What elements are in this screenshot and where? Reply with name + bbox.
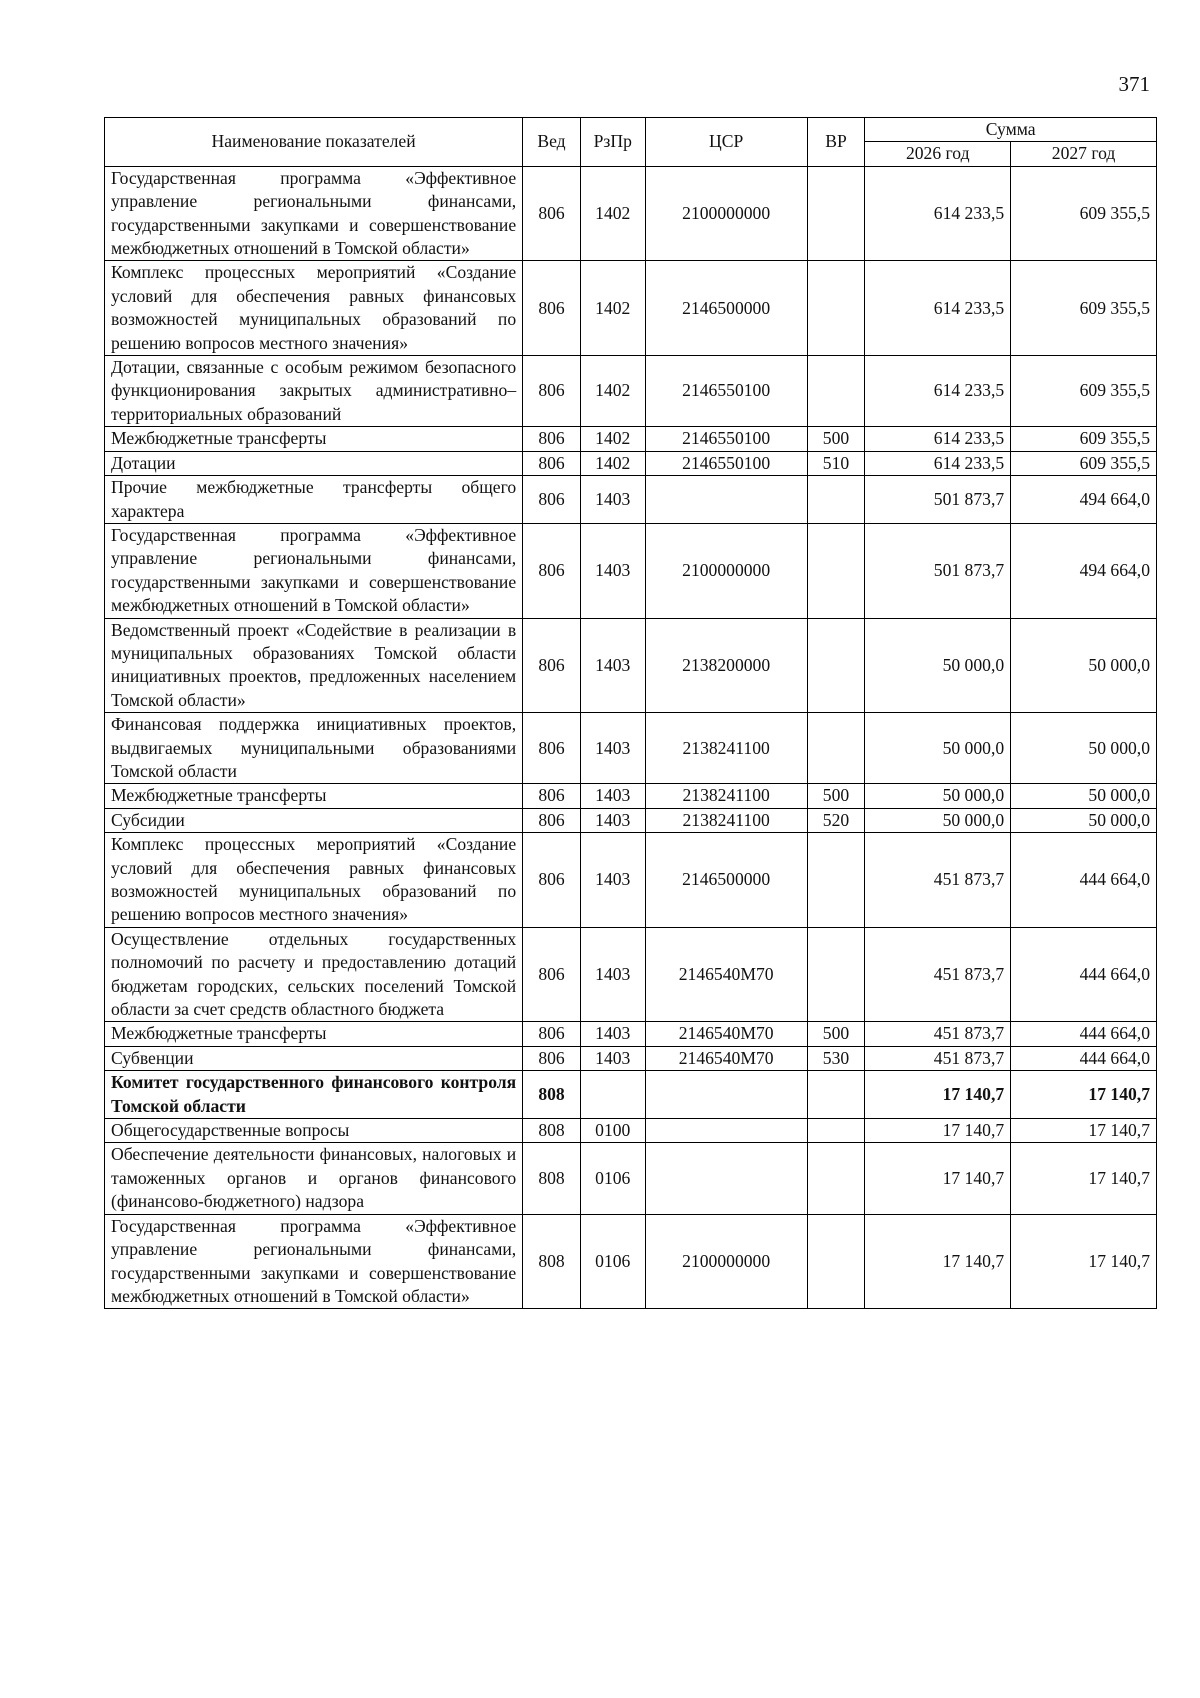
table-row	[105, 1071, 1157, 1119]
cell-name: Комплекс процессных мероприятий «Создание условий для обеспечения равных финансовых возможностей муниципальных образований по решению вопросов местного значения»	[105, 261, 523, 356]
cell-vr: 530	[807, 1046, 865, 1070]
table-row	[105, 261, 1157, 356]
table-header	[105, 118, 1157, 167]
cell-sum-2026: 501 873,7	[865, 523, 1011, 618]
cell-name: Дотации	[105, 451, 523, 475]
cell-name: Дотации, связанные с особым режимом безопасного функционирования закрытых административно–территориальных образований	[105, 356, 523, 427]
cell-sum-2026: 614 233,5	[865, 427, 1011, 451]
cell-vr	[807, 166, 865, 261]
cell-ved: 808	[523, 1214, 581, 1309]
cell-vr	[807, 1119, 865, 1143]
cell-csr: 2100000000	[645, 1214, 807, 1309]
table-row	[105, 1022, 1157, 1046]
cell-sum-2027: 444 664,0	[1011, 833, 1157, 928]
cell-rzpr: 1402	[580, 356, 645, 427]
header-vr: ВР	[807, 118, 865, 167]
cell-vr	[807, 618, 865, 713]
cell-vr	[807, 1071, 865, 1119]
cell-sum-2027: 444 664,0	[1011, 927, 1157, 1022]
cell-name: Государственная программа «Эффективное управление региональными финансами, государственными закупками и совершенствование межбюджетных отношений в Томской области»	[105, 1214, 523, 1309]
cell-sum-2026: 614 233,5	[865, 451, 1011, 475]
table-row	[105, 808, 1157, 832]
cell-rzpr: 1403	[580, 784, 645, 808]
table-row	[105, 833, 1157, 928]
cell-csr: 2138241100	[645, 713, 807, 784]
cell-name: Осуществление отдельных государственных полномочий по расчету и предоставлению дотаций бюджетам городских, сельских поселений Томской области за счет средств областного бюджета	[105, 927, 523, 1022]
cell-sum-2027: 609 355,5	[1011, 427, 1157, 451]
cell-sum-2026: 50 000,0	[865, 618, 1011, 713]
cell-ved: 806	[523, 833, 581, 928]
table-row	[105, 1143, 1157, 1214]
cell-name: Комитет государственного финансового контроля Томской области	[105, 1071, 523, 1119]
cell-rzpr: 1402	[580, 427, 645, 451]
cell-csr: 2100000000	[645, 166, 807, 261]
cell-csr: 2146550100	[645, 427, 807, 451]
cell-vr: 500	[807, 1022, 865, 1046]
cell-sum-2027: 609 355,5	[1011, 356, 1157, 427]
cell-sum-2026: 50 000,0	[865, 713, 1011, 784]
cell-name: Межбюджетные трансферты	[105, 1022, 523, 1046]
header-rzpr: РзПр	[580, 118, 645, 167]
cell-sum-2026: 614 233,5	[865, 261, 1011, 356]
cell-name: Субвенции	[105, 1046, 523, 1070]
cell-ved: 806	[523, 1046, 581, 1070]
cell-vr: 500	[807, 784, 865, 808]
cell-sum-2027: 494 664,0	[1011, 476, 1157, 524]
cell-sum-2027: 609 355,5	[1011, 166, 1157, 261]
cell-rzpr: 0106	[580, 1143, 645, 1214]
cell-sum-2026: 17 140,7	[865, 1143, 1011, 1214]
cell-sum-2027: 609 355,5	[1011, 261, 1157, 356]
cell-ved: 808	[523, 1143, 581, 1214]
cell-rzpr: 1403	[580, 1022, 645, 1046]
cell-csr	[645, 1143, 807, 1214]
cell-csr: 2146500000	[645, 833, 807, 928]
cell-ved: 806	[523, 451, 581, 475]
cell-rzpr: 1402	[580, 166, 645, 261]
cell-name: Межбюджетные трансферты	[105, 427, 523, 451]
cell-sum-2026: 614 233,5	[865, 166, 1011, 261]
cell-ved: 806	[523, 356, 581, 427]
table-body	[105, 166, 1157, 1309]
cell-sum-2027: 17 140,7	[1011, 1214, 1157, 1309]
table-row	[105, 1046, 1157, 1070]
cell-sum-2027: 17 140,7	[1011, 1143, 1157, 1214]
cell-vr	[807, 261, 865, 356]
header-year-2027: 2027 год	[1011, 142, 1157, 166]
cell-rzpr: 1403	[580, 618, 645, 713]
cell-sum-2027: 17 140,7	[1011, 1119, 1157, 1143]
cell-ved: 806	[523, 166, 581, 261]
cell-vr: 510	[807, 451, 865, 475]
cell-vr	[807, 523, 865, 618]
cell-vr	[807, 1214, 865, 1309]
header-year-2026: 2026 год	[865, 142, 1011, 166]
cell-name: Обеспечение деятельности финансовых, налоговых и таможенных органов и органов финансового (финансово-бюджетного) надзора	[105, 1143, 523, 1214]
cell-name: Прочие межбюджетные трансферты общего характера	[105, 476, 523, 524]
cell-rzpr: 1403	[580, 927, 645, 1022]
cell-ved: 808	[523, 1119, 581, 1143]
page-number: 371	[1118, 72, 1150, 96]
cell-sum-2026: 17 140,7	[865, 1119, 1011, 1143]
cell-csr: 2100000000	[645, 523, 807, 618]
cell-sum-2026: 17 140,7	[865, 1071, 1011, 1119]
cell-rzpr: 1403	[580, 833, 645, 928]
cell-rzpr: 1403	[580, 1046, 645, 1070]
cell-csr: 2146540М70	[645, 1022, 807, 1046]
cell-rzpr: 1403	[580, 808, 645, 832]
cell-vr	[807, 476, 865, 524]
table-row	[105, 356, 1157, 427]
budget-table	[104, 117, 1157, 1309]
cell-sum-2026: 614 233,5	[865, 356, 1011, 427]
cell-csr: 2146540М70	[645, 1046, 807, 1070]
table-row	[105, 1119, 1157, 1143]
cell-csr	[645, 1119, 807, 1143]
cell-sum-2027: 444 664,0	[1011, 1022, 1157, 1046]
cell-sum-2026: 501 873,7	[865, 476, 1011, 524]
cell-ved: 806	[523, 784, 581, 808]
cell-vr	[807, 833, 865, 928]
table-row	[105, 523, 1157, 618]
cell-sum-2026: 451 873,7	[865, 833, 1011, 928]
cell-rzpr: 1403	[580, 476, 645, 524]
cell-name: Общегосударственные вопросы	[105, 1119, 523, 1143]
cell-sum-2027: 50 000,0	[1011, 713, 1157, 784]
cell-sum-2027: 50 000,0	[1011, 808, 1157, 832]
cell-rzpr: 0100	[580, 1119, 645, 1143]
cell-sum-2027: 50 000,0	[1011, 618, 1157, 713]
table-row	[105, 618, 1157, 713]
table-row	[105, 427, 1157, 451]
cell-csr: 2146550100	[645, 451, 807, 475]
cell-ved: 806	[523, 476, 581, 524]
cell-name: Государственная программа «Эффективное управление региональными финансами, государственными закупками и совершенствование межбюджетных отношений в Томской области»	[105, 523, 523, 618]
cell-csr: 2138200000	[645, 618, 807, 713]
cell-ved: 806	[523, 1022, 581, 1046]
cell-ved: 806	[523, 261, 581, 356]
table-row	[105, 476, 1157, 524]
cell-csr: 2146500000	[645, 261, 807, 356]
cell-name: Государственная программа «Эффективное управление региональными финансами, государственными закупками и совершенствование межбюджетных отношений в Томской области»	[105, 166, 523, 261]
cell-ved: 806	[523, 927, 581, 1022]
cell-sum-2027: 17 140,7	[1011, 1071, 1157, 1119]
cell-ved: 806	[523, 523, 581, 618]
cell-sum-2026: 50 000,0	[865, 808, 1011, 832]
table-row	[105, 784, 1157, 808]
cell-sum-2027: 494 664,0	[1011, 523, 1157, 618]
cell-rzpr: 1403	[580, 523, 645, 618]
cell-rzpr: 1402	[580, 261, 645, 356]
cell-rzpr	[580, 1071, 645, 1119]
cell-sum-2026: 17 140,7	[865, 1214, 1011, 1309]
cell-sum-2027: 609 355,5	[1011, 451, 1157, 475]
header-sum: Сумма	[865, 118, 1157, 142]
cell-csr: 2138241100	[645, 784, 807, 808]
table-row	[105, 166, 1157, 261]
cell-vr: 500	[807, 427, 865, 451]
cell-sum-2027: 50 000,0	[1011, 784, 1157, 808]
cell-ved: 806	[523, 713, 581, 784]
cell-name: Комплекс процессных мероприятий «Создание условий для обеспечения равных финансовых возможностей муниципальных образований по решению вопросов местного значения»	[105, 833, 523, 928]
cell-csr: 2138241100	[645, 808, 807, 832]
header-csr: ЦСР	[645, 118, 807, 167]
cell-name: Межбюджетные трансферты	[105, 784, 523, 808]
cell-csr	[645, 1071, 807, 1119]
table-row	[105, 713, 1157, 784]
cell-name: Субсидии	[105, 808, 523, 832]
cell-ved: 806	[523, 427, 581, 451]
header-ved: Вед	[523, 118, 581, 167]
cell-sum-2026: 451 873,7	[865, 927, 1011, 1022]
cell-rzpr: 1403	[580, 713, 645, 784]
cell-sum-2027: 444 664,0	[1011, 1046, 1157, 1070]
table-row	[105, 1214, 1157, 1309]
cell-name: Ведомственный проект «Содействие в реализации в муниципальных образованиях Томской области инициативных проектов, предложенных населением Томской области»	[105, 618, 523, 713]
cell-csr: 2146550100	[645, 356, 807, 427]
cell-sum-2026: 50 000,0	[865, 784, 1011, 808]
cell-ved: 806	[523, 808, 581, 832]
header-name: Наименование показателей	[105, 118, 523, 167]
table-row	[105, 451, 1157, 475]
cell-rzpr: 1402	[580, 451, 645, 475]
table-row	[105, 927, 1157, 1022]
cell-vr	[807, 356, 865, 427]
cell-sum-2026: 451 873,7	[865, 1022, 1011, 1046]
cell-vr	[807, 713, 865, 784]
cell-vr: 520	[807, 808, 865, 832]
cell-csr	[645, 476, 807, 524]
cell-ved: 808	[523, 1071, 581, 1119]
cell-sum-2026: 451 873,7	[865, 1046, 1011, 1070]
cell-ved: 806	[523, 618, 581, 713]
cell-rzpr: 0106	[580, 1214, 645, 1309]
cell-name: Финансовая поддержка инициативных проектов, выдвигаемых муниципальными образованиями Томской области	[105, 713, 523, 784]
cell-vr	[807, 927, 865, 1022]
cell-csr: 2146540М70	[645, 927, 807, 1022]
cell-vr	[807, 1143, 865, 1214]
